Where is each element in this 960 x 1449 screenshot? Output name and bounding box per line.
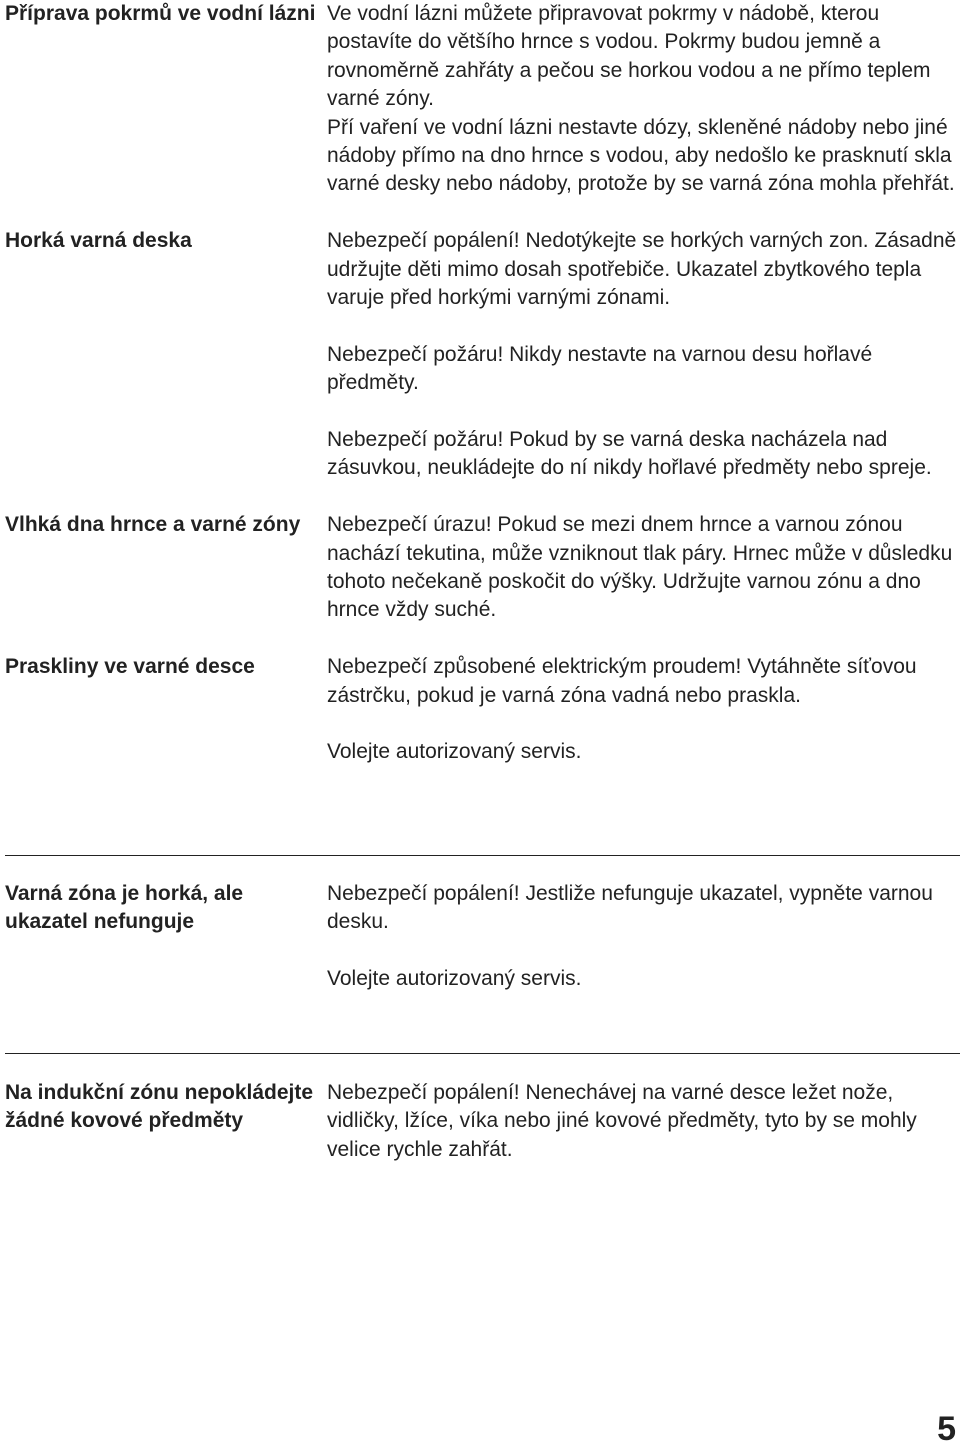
safety-row-water-bath [5,0,960,199]
section-divider [5,855,960,856]
row-text [327,880,960,994]
paragraph: Nebezpečí požáru! Pokud by se varná deska nacházela nad zásuvkou, neukládejte do ní nikdy hořlavé předměty nebo spreje. [327,428,932,480]
page-number: 5 [937,1410,956,1448]
paragraph: Nebezpečí požáru! Nikdy nestavte na varnou desu hořlavé předměty. [327,342,873,395]
row-text [327,0,960,199]
paragraph: Pří vaření ve vodní lázni nestavte dózy, skleněné nádoby nebo jiné nádoby přímo na dno hrnce s vodou, aby nedošlo ke prasknutí skla varné desky nebo nádoby, protože by se varná zóna mohla přehřát. [327,115,955,196]
paragraph: Ve vodní lázni můžete připravovat pokrmy v nádobě, kterou postavíte do většího hrnce s vodou. Pokrmy budou jemně a rovnoměrně zahřáty a pečou se horkou vodou a ne přímo teplem varné zóny. [327,2,931,111]
safety-section-2 [5,880,960,994]
safety-row-hot-hob [5,227,960,483]
paragraph: Nebezpečí popálení! Jestliže nefunguje ukazatel, vypněte varnou desku. [327,882,933,934]
paragraph: Volejte autorizovaný servis. [327,740,582,764]
safety-row-indicator-fault [5,880,960,994]
row-text [327,227,960,483]
row-heading: Praskliny ve varné desce [5,655,255,679]
paragraph: Nebezpečí úrazu! Pokud se mezi dnem hrnce a varnou zónou nachází tekutina, může vzniknout tlak páry. Hrnec může v důsledku tohoto nečekaně poskočit do výšky. Udržujte varnou zónu a dno hrnce vždy suché. [327,513,953,622]
row-heading: Horká varná deska [5,229,192,253]
row-heading: Vlhká dna hrnce a varné zóny [5,513,301,537]
safety-section-1 [5,0,960,767]
row-text [327,1079,960,1164]
paragraph: Volejte autorizovaný servis. [327,967,582,991]
safety-row-metal-objects [5,1079,960,1164]
paragraph: Nebezpečí popálení! Nedotýkejte se horkých varných zon. Zásadně udržujte děti mimo dosah spotřebiče. Ukazatel zbytkového tepla varuje před horkými varnými zónami. [327,229,957,310]
safety-row-wet-bottoms [5,511,960,625]
paragraph: Nebezpečí způsobené elektrickým proudem! Vytáhněte síťovou zástrčku, pokud je varná zóna vadná nebo praskla. [327,655,917,707]
section-divider [5,1053,960,1054]
paragraph: Nebezpečí popálení! Nenechávej na varné desce ležet nože, vidličky, lžíce, víka nebo jiné kovové předměty, tyto by se mohly velice rychle zahřát. [327,1081,917,1161]
safety-row-cracks [5,653,960,767]
row-text [327,653,960,767]
row-heading: Varná zóna je horká, ale ukazatel nefunguje [5,882,244,934]
row-text [327,511,960,625]
row-heading: Příprava pokrmů ve vodní lázni [5,2,316,25]
safety-section-3 [5,1079,960,1164]
row-heading: Na indukční zónu nepokládejte žádné kovové předměty [5,1081,314,1133]
